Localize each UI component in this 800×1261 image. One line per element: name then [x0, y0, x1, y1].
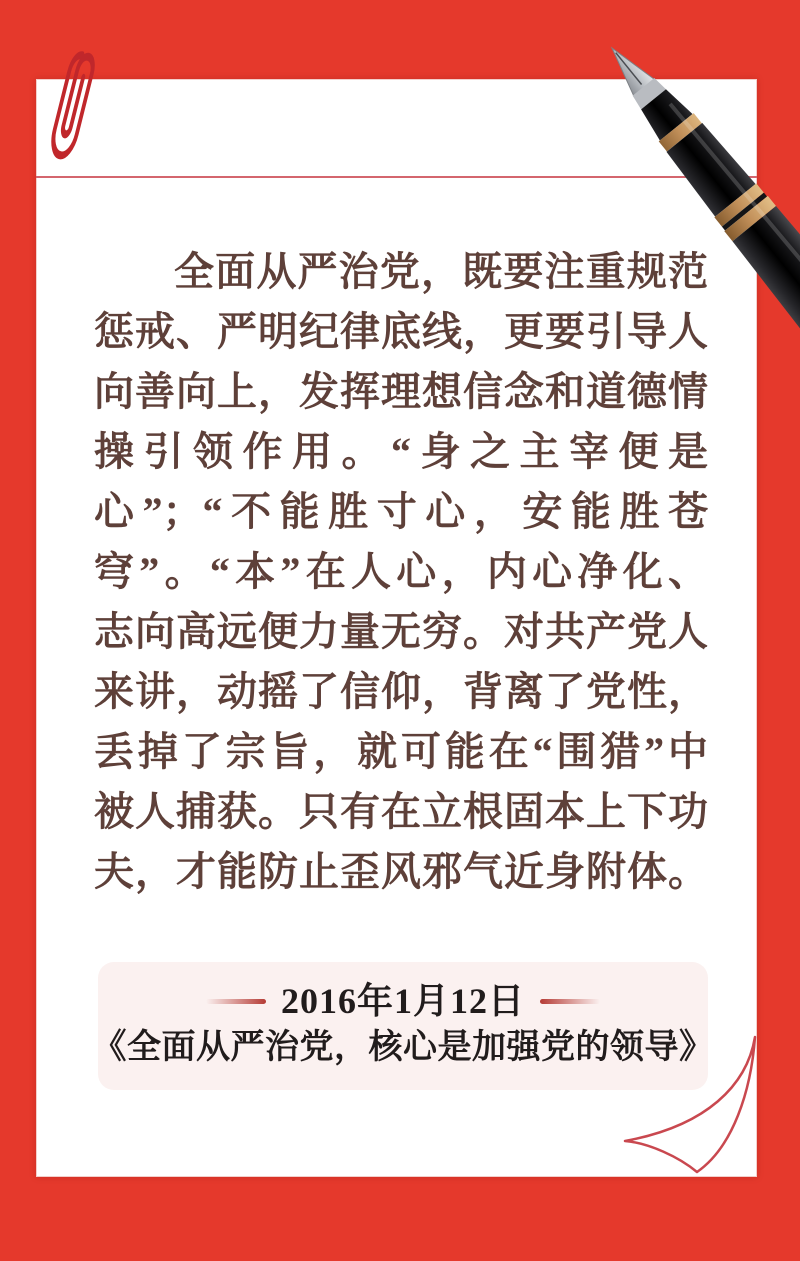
quote-source-title: 《全面从严治党，核心是加强党的领导》: [92, 1029, 714, 1067]
quote-line: 向善向上，发挥理想信念和道德情: [94, 369, 708, 414]
quote-line: 心”；“不能胜寸心，安能胜苍: [94, 489, 708, 534]
quote-line: 操引领作用。“身之主宰便是: [94, 429, 708, 474]
quote-line: 惩戒、严明纪律底线，更要引导人: [94, 309, 708, 354]
quote-line: 被人捕获。只有在立根固本上下功: [94, 789, 708, 834]
quote-line: 全面从严治党，既要注重规范: [174, 249, 708, 294]
right-dash-decoration: [540, 999, 600, 1004]
quote-line: 志向高远便力量无穷。对共产党人: [94, 609, 708, 654]
top-rule-line: [36, 176, 757, 178]
left-dash-decoration: [206, 999, 266, 1004]
date-row: [206, 981, 600, 1022]
paper-sheet: [36, 79, 757, 1177]
quote-line: 丢掉了宗旨，就可能在“围猎”中: [94, 729, 708, 774]
quote-line: 夫，才能防止歪风邪气近身附体。: [94, 849, 708, 894]
quote-block: [94, 242, 708, 902]
quote-date: 2016年1月12日: [280, 981, 525, 1022]
quote-line: 穹”。“本”在人心，内心净化、: [94, 549, 708, 594]
page-curl-icon: [595, 1029, 757, 1179]
quote-line: 来讲，动摇了信仰，背离了党性，: [94, 669, 708, 714]
